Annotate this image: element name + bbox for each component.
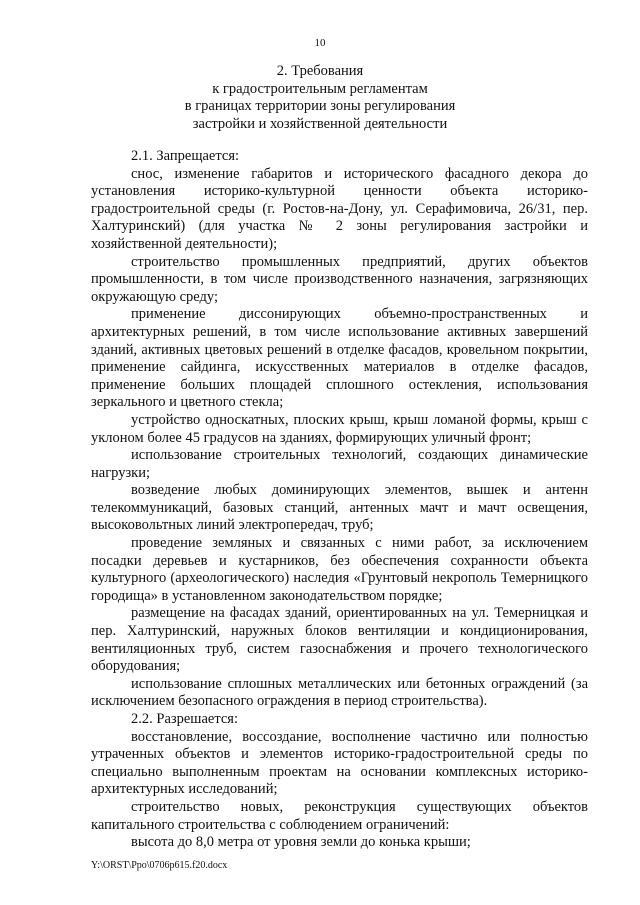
subsection-title-2-2: 2.2. Разрешается:: [131, 711, 238, 727]
prohibition-item: снос, изменение габаритов и исторического фасадного декора до установления историко-культурной ценности объекта историко-градостроительной среды (г. Ростов-на-Дону, ул. Серафимовича, 26/31, пер. Халтуринский) (для участка № 2 зоны регулирования застройки и хозяйственной деятельности);: [91, 165, 588, 252]
document-body: [91, 148, 588, 852]
permission-item: строительство новых, реконструкция существующих объектов капитального строительства с соблюдением ограничений:: [91, 798, 588, 833]
prohibition-item: проведение земляных и связанных с ними работ, за исключением посадки деревьев и кустарников, без обеспечения сохранности объекта культурного (археологического) наследия «Грунтовый некрополь Темерницкого городища» в установленном законодательством порядке;: [91, 535, 588, 604]
page-number: 10: [314, 37, 326, 49]
heading-line-1: 2. Требования: [276, 63, 364, 79]
permission-item: высота до 8,0 метра от уровня земли до конька крыши;: [131, 834, 471, 851]
heading-line-2: к градостроительным регламентам: [212, 80, 428, 97]
prohibition-item: строительство промышленных предприятий, других объектов промышленности, в том числе производственного назначения, загрязняющих окружающую среду;: [91, 253, 588, 305]
prohibition-item: использование строительных технологий, создающих динамические нагрузки;: [91, 447, 588, 481]
prohibition-item: устройство односкатных, плоских крыш, крыш ломаной формы, крыш с уклоном более 45 градусов на зданиях, формирующих уличный фронт;: [91, 411, 588, 446]
heading-line-3: в границах территории зоны регулирования: [184, 98, 456, 115]
permission-item: восстановление, воссоздание, восполнение частично или полностью утраченных объектов и элементов историко-градостроительной среды по специально выполненным проектам на основании комплексных историко-архитектурных исследований;: [91, 728, 588, 798]
heading-line-4: застройки и хозяйственной деятельности: [192, 115, 448, 132]
prohibition-item: размещение на фасадах зданий, ориентированных на ул. Темерницкая и пер. Халтуринский, наружных блоков вентиляции и кондиционирования, вентиляционных труб, систем газоснабжения и прочего технологического оборудования;: [91, 605, 588, 675]
prohibition-item: возведение любых доминирующих элементов, вышек и антенн телекоммуникаций, базовых станций, антенных мачт и мачт освещения, высоковольтных линий электропередач, труб;: [91, 482, 588, 534]
subsection-title-2-1: 2.1. Запрещается:: [131, 148, 240, 164]
section-heading: [60, 63, 580, 133]
prohibition-item: использование сплошных металлических или бетонных ограждений (за исключением безопасного ограждения в период строительства).: [91, 675, 588, 710]
prohibition-item: применение диссонирующих объемно-пространственных и архитектурных решений, в том числе использование активных завершений зданий, активных цветовых решений в отделке фасадов, кровельном покрытии, применение сайдинга, искусственных материалов в отделке фасадов, применение больших площадей сплошного остекления, использования зеркального и цветного стекла;: [91, 306, 588, 411]
file-path-footer: Y:\ORST\Ppo\0706p615.f20.docx: [91, 860, 228, 871]
